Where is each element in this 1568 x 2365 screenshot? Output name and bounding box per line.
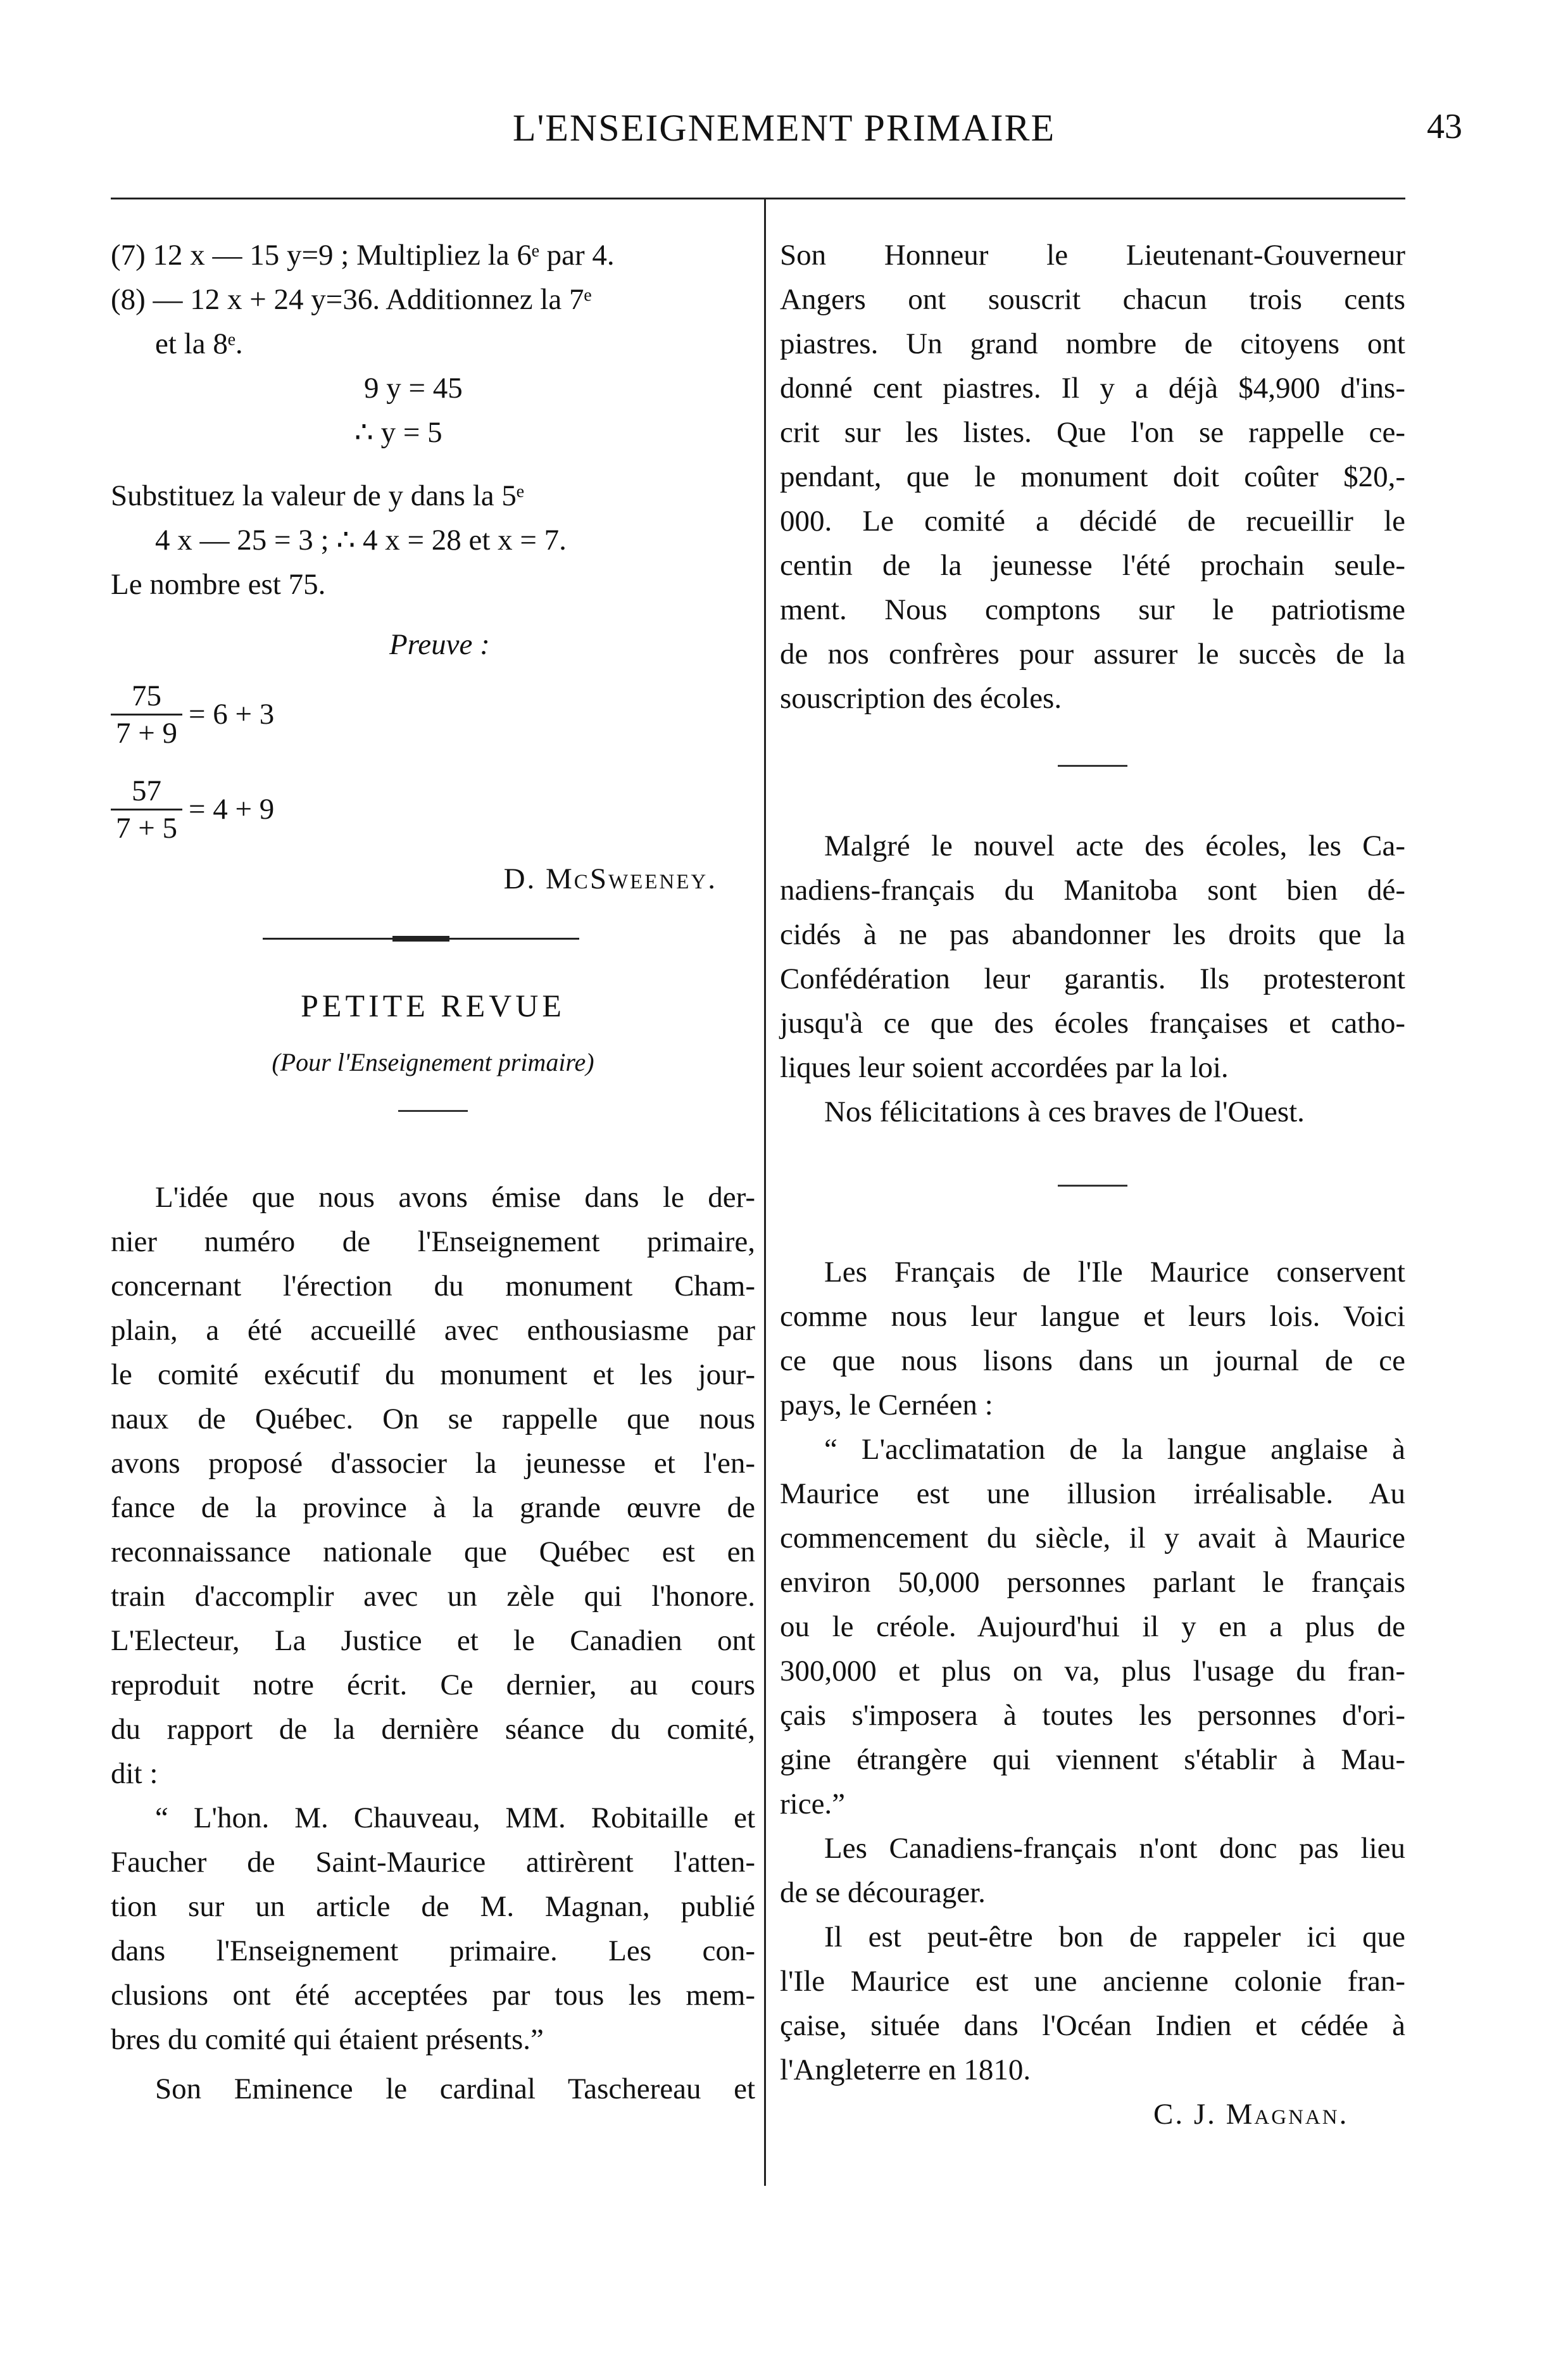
substitution-text: Substituez la valeur de y dans la 5ᵉ: [111, 479, 524, 512]
text-line: Faucher de Saint-Maurice attirèrent l'atten-: [111, 1846, 755, 1879]
text-line: du rapport de la dernière séance du comité,: [111, 1713, 755, 1746]
signature-magnan: C. J. Magnan.: [1153, 2098, 1349, 2131]
text-line: de se décourager.: [780, 1876, 986, 1909]
text-line: pays, le Cernéen :: [780, 1389, 993, 1422]
text-line: l'Angleterre en 1810.: [780, 2053, 1031, 2086]
text-line: plain, a été accueillé avec enthousiasme par: [111, 1314, 755, 1347]
text-line: commencement du siècle, il y avait à Maurice: [780, 1522, 1405, 1555]
text-line: çaise, située dans l'Océan Indien et cédée à: [780, 2009, 1405, 2042]
paragraph-subscriptions: [780, 233, 1405, 721]
result-line-2: ∴ y = 5: [354, 416, 442, 449]
text-line: crit sur les listes. Que l'on se rappelle ce-: [780, 416, 1405, 449]
equation-8: (8) — 12 x + 24 y=36. Additionnez la 7ᵉ: [111, 283, 592, 316]
text-line: clusions ont été acceptées par tous les mem-: [111, 1979, 755, 2012]
section-subtitle: (Pour l'Enseignement primaire): [272, 1048, 594, 1076]
text-line: tion sur un article de M. Magnan, publié: [111, 1890, 755, 1923]
proof-label: Preuve :: [389, 628, 490, 661]
text-line: reproduit notre écrit. Ce dernier, au cours: [111, 1668, 755, 1701]
paragraph-quote-chauveau: [111, 1796, 755, 2062]
running-header-title: L'ENSEIGNEMENT PRIMAIRE: [512, 107, 1056, 149]
paragraph-taschereau: Son Eminence le cardinal Taschereau et: [155, 2072, 755, 2105]
proof-2-rhs: = 4 + 9: [189, 793, 275, 826]
text-line: jusqu'à ce que des écoles françaises et catho-: [780, 1007, 1405, 1040]
text-line: dans l'Enseignement primaire. Les con-: [111, 1934, 755, 1967]
proof-1-rhs: = 6 + 3: [189, 698, 275, 731]
text-line: liques leur soient accordées par la loi.: [780, 1051, 1229, 1084]
left-column: [111, 233, 755, 2111]
signature-mcsweeney: D. McSweeney.: [503, 862, 717, 895]
text-line: bres du comité qui étaient présents.”: [111, 2023, 544, 2056]
proof-1-denominator: 7 + 9: [116, 716, 178, 750]
text-line: naux de Québec. On se rappelle que nous: [111, 1403, 755, 1435]
text-line: comme nous leur langue et leurs lois. Voici: [780, 1300, 1405, 1333]
paragraph-quote-cerneen: [780, 1427, 1405, 1826]
proof-line-2: [111, 762, 755, 857]
text-line: dit :: [111, 1757, 158, 1790]
text-line: piastres. Un grand nombre de citoyens ont: [780, 327, 1405, 360]
text-line: Angers ont souscrit chacun trois cents: [780, 283, 1405, 316]
header-rule: [111, 198, 1405, 199]
text-line: cidés à ne pas abandonner les droits que la: [780, 918, 1405, 951]
proof-1-numerator: 75: [111, 678, 182, 716]
text-line: fance de la province à la grande œuvre de: [111, 1491, 755, 1524]
text-line: Confédération leur garantis. Ils protesteront: [780, 962, 1405, 995]
text-line: gine étrangère qui viennent s'établir à Mau-: [780, 1743, 1405, 1776]
text-line: nier numéro de l'Enseignement primaire,: [111, 1225, 755, 1258]
proof-fraction-2: [111, 773, 182, 846]
right-column: [780, 233, 1405, 2136]
paragraph-colonie: [780, 1915, 1405, 2092]
text-line: Il est peut-être bon de rappeler ici que: [824, 1920, 1405, 1953]
page-number: 43: [1427, 107, 1462, 146]
text-line: donné cent piastres. Il y a déjà $4,900 d'ins-: [780, 372, 1405, 405]
proof-2-denominator: 7 + 5: [116, 811, 178, 845]
paragraph-decourager: [780, 1826, 1405, 1915]
text-line: concernant l'érection du monument Cham-: [111, 1270, 755, 1302]
text-line: ou le créole. Aujourd'hui il y en a plus de: [780, 1610, 1405, 1643]
text-line: environ 50,000 personnes parlant le français: [780, 1566, 1405, 1599]
text-line: 300,000 et plus on va, plus l'usage du fran-: [780, 1655, 1405, 1687]
paragraph-manitoba: [780, 824, 1405, 1090]
text-line: L'Electeur, La Justice et le Canadien ont: [111, 1624, 755, 1657]
ornamental-rule: [111, 926, 755, 952]
equation-7: (7) 12 x — 15 y=9 ; Multipliez la 6ᵉ par 4.: [111, 239, 615, 272]
result-line-1: 9 y = 45: [364, 372, 463, 405]
text-line: ment. Nous comptons sur le patriotisme: [780, 593, 1405, 626]
paragraph-maurice: [780, 1250, 1405, 1427]
equation-8-continued: et la 8ᵉ.: [155, 327, 243, 360]
text-line: Les Canadiens-français n'ont donc pas lieu: [824, 1832, 1405, 1865]
paragraph-monument: [111, 1175, 755, 1796]
substitution-equation: 4 x — 25 = 3 ; ∴ 4 x = 28 et x = 7.: [155, 524, 567, 557]
text-line: Les Français de l'Ile Maurice conservent: [824, 1256, 1405, 1289]
text-line: reconnaissance nationale que Québec est en: [111, 1536, 755, 1568]
text-line: train d'accomplir avec un zèle qui l'honore.: [111, 1580, 755, 1613]
text-line: “ L'hon. M. Chauveau, MM. Robitaille et: [155, 1801, 755, 1834]
text-line: L'idée que nous avons émise dans le der-: [155, 1181, 755, 1214]
number-statement: Le nombre est 75.: [111, 568, 326, 601]
proof-2-numerator: 57: [111, 773, 182, 810]
text-line: centin de la jeunesse l'été prochain seule-: [780, 549, 1405, 582]
text-line: Son Honneur le Lieutenant-Gouverneur: [780, 239, 1405, 272]
proof-fraction-1: [111, 678, 182, 751]
text-line: rice.”: [780, 1788, 846, 1820]
text-line: “ L'acclimatation de la langue anglaise à: [824, 1433, 1405, 1466]
text-line: Maurice est une illusion irréalisable. Au: [780, 1477, 1405, 1510]
proof-line-1: [111, 667, 755, 762]
text-line: l'Ile Maurice est une ancienne colonie fran-: [780, 1965, 1405, 1998]
text-line: Malgré le nouvel acte des écoles, les Ca-: [824, 829, 1405, 862]
column-divider: [764, 198, 766, 2186]
text-line: ce que nous lisons dans un journal de ce: [780, 1344, 1405, 1377]
text-line: de nos confrères pour assurer le succès de la: [780, 638, 1405, 671]
text-line: çais s'imposera à toutes les personnes d'ori-: [780, 1699, 1405, 1732]
text-line: nadiens-français du Manitoba sont bien dé-: [780, 874, 1405, 907]
section-title: PETITE REVUE: [301, 988, 565, 1023]
text-line: souscription des écoles.: [780, 682, 1062, 715]
text-line: le comité exécutif du monument et les jour-: [111, 1358, 755, 1391]
text-line: avons proposé d'associer la jeunesse et l'en-: [111, 1447, 755, 1480]
text-line: pendant, que le monument doit coûter $20,-: [780, 460, 1405, 493]
text-line: 000. Le comité a décidé de recueillir le: [780, 505, 1405, 538]
paragraph-felicitations: Nos félicitations à ces braves de l'Ouest.: [824, 1095, 1305, 1128]
